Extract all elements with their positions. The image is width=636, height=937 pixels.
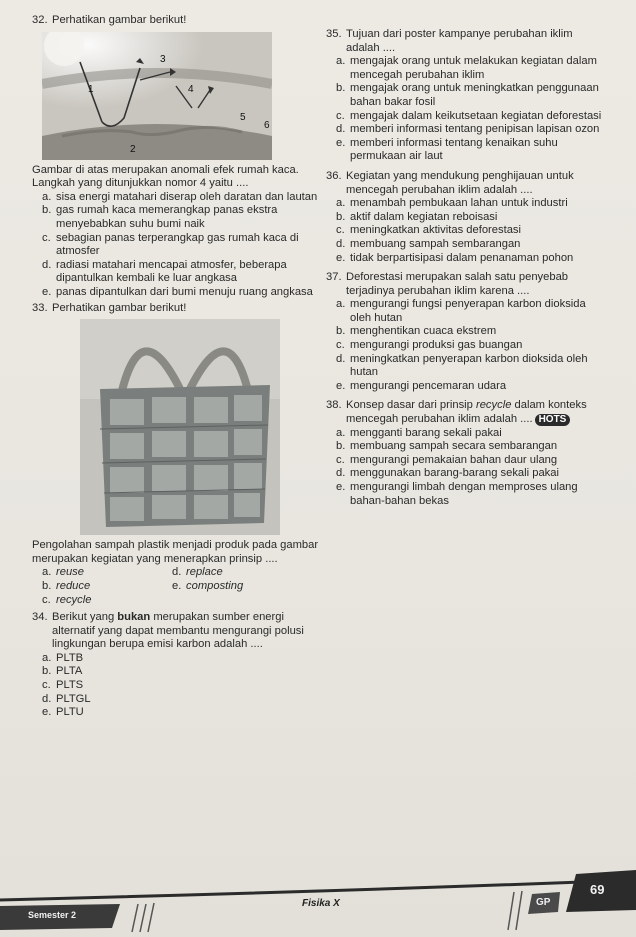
greenhouse-diagram <box>42 32 272 160</box>
option-a[interactable]: a. sisa energi matahari diserap oleh daratan dan lautan <box>42 190 318 203</box>
question-34 <box>32 611 320 720</box>
option-a[interactable]: a. mengganti barang sekali pakai <box>336 426 502 439</box>
question-36 <box>326 170 606 265</box>
left-column <box>32 14 320 720</box>
options-list <box>326 197 606 265</box>
question-37 <box>326 271 606 393</box>
question-32 <box>32 14 320 300</box>
label-5: 5 <box>240 111 246 123</box>
right-column <box>326 28 606 508</box>
bag-image <box>80 319 280 535</box>
option-e[interactable]: e. memberi informasi tentang kenaikan suhu permukaan air laut <box>336 136 558 163</box>
label-6: 6 <box>264 119 270 131</box>
label-3: 3 <box>160 53 166 65</box>
option-b[interactable]: b. mengajak orang untuk meningkatkan penggunaan bahan bakar fosil <box>336 82 599 108</box>
question-33 <box>32 302 320 608</box>
option-b[interactable]: b. membuang sampah secara sembarangan <box>336 440 558 453</box>
question-number: 33. <box>32 301 48 314</box>
greenhouse-effect-figure <box>42 32 272 160</box>
question-number: 32. <box>32 14 48 26</box>
options-list <box>326 55 606 164</box>
option-e[interactable]: e. composting <box>172 579 244 592</box>
options-list <box>326 427 606 509</box>
option-e[interactable]: e. tidak berpartisipasi dalam penanaman pohon <box>336 251 574 264</box>
emphasis-bukan: bukan <box>117 611 151 624</box>
recycled-bag-photo <box>80 319 280 535</box>
question-text: Kegiatan yang mendukung penghijauan untuk mencegah perubahan iklim adalah .... <box>346 169 574 196</box>
subject-label: Fisika X <box>302 898 340 909</box>
question-text: Tujuan dari poster kampanye perubahan iklim adalah .... <box>346 28 573 54</box>
options-list <box>42 566 320 607</box>
option-d[interactable]: d. replace <box>172 566 223 579</box>
page-number: 69 <box>590 882 605 897</box>
question-text: Konsep dasar dari prinsip recycle dalam konteks mencegah perubahan iklim adalah .... HOTS <box>346 399 587 426</box>
option-c[interactable]: c. mengurangi pemakaian bahan daur ulang <box>336 453 558 466</box>
option-e[interactable]: e. panas dipantulkan dari bumi menuju ruang angkasa <box>42 285 313 298</box>
options-list <box>32 191 320 300</box>
question-text: Deforestasi merupakan salah satu penyebab terjadinya perubahan iklim karena .... <box>346 271 569 297</box>
publisher-logo: GP <box>536 897 551 908</box>
question-text: Berikut yang bukan merupakan sumber energi alternatif yang dapat membantu mengurangi polusi lingkungan berupa emisi karbon adalah .... <box>52 611 304 651</box>
question-number: 35. <box>326 28 342 40</box>
question-caption: Pengolahan sampah plastik menjadi produk pada gambar merupakan kegiatan yang menerapkan prinsip .... <box>32 539 319 565</box>
question-text: Perhatikan gambar berikut! <box>52 14 187 26</box>
hots-badge: HOTS <box>535 414 571 426</box>
option-a[interactable]: a. mengajak orang untuk melakukan kegiatan dalam mencegah perubahan iklim <box>336 55 597 81</box>
option-c[interactable]: c. meningkatkan aktivitas deforestasi <box>336 224 522 237</box>
semester-label: Semester 2 <box>28 910 77 920</box>
question-number: 34. <box>32 611 48 624</box>
option-e[interactable]: e. PLTU <box>42 706 84 719</box>
option-d[interactable]: d. memberi informasi tentang penipisan lapisan ozon <box>336 123 600 136</box>
options-list <box>326 298 606 393</box>
option-d[interactable]: d. menggunakan barang-barang sekali pakai <box>336 467 559 480</box>
option-d[interactable]: d. PLTGL <box>42 692 91 705</box>
option-c[interactable]: c. recycle <box>42 593 92 606</box>
question-38 <box>326 399 606 508</box>
option-a[interactable]: a. mengurangi fungsi penyerapan karbon dioksida oleh hutan <box>336 298 586 324</box>
option-a[interactable]: a. menambah pembukaan lahan untuk industri <box>336 197 568 210</box>
question-number: 36. <box>326 169 342 182</box>
option-e[interactable]: e. mengurangi pencemaran udara <box>336 379 507 392</box>
option-a[interactable]: a. PLTB <box>42 651 84 664</box>
option-b[interactable]: b. reduce <box>42 579 91 592</box>
question-text: Perhatikan gambar berikut! <box>52 301 187 314</box>
label-2: 2 <box>130 143 136 155</box>
option-c[interactable]: c. sebagian panas terperangkap gas rumah kaca di atmosfer <box>42 231 299 258</box>
option-b[interactable]: b. PLTA <box>42 665 83 678</box>
question-caption: Gambar di atas merupakan anomali efek rumah kaca. Langkah yang ditunjukkan nomor 4 yaitu .... <box>32 163 299 190</box>
option-c[interactable]: c. PLTS <box>42 679 84 692</box>
option-d[interactable]: d. radiasi matahari mencapai atmosfer, beberapa dipantulkan kembali ke luar angkasa <box>42 258 287 285</box>
option-d[interactable]: d. meningkatkan penyerapan karbon dioksida oleh hutan <box>336 352 588 379</box>
page-footer <box>0 870 636 937</box>
question-number: 37. <box>326 271 342 284</box>
option-b[interactable]: b. gas rumah kaca memerangkap panas ekstra menyebabkan suhu bumi naik <box>42 204 278 230</box>
option-b[interactable]: b. menghentikan cuaca ekstrem <box>336 325 497 338</box>
option-c[interactable]: c. mengajak dalam keikutsetaan kegiatan deforestasi <box>336 109 602 122</box>
option-e[interactable]: e. mengurangi limbah dengan memproses ulang bahan-bahan bekas <box>336 481 578 507</box>
question-number: 38. <box>326 399 342 412</box>
option-c[interactable]: c. mengurangi produksi gas buangan <box>336 339 523 352</box>
options-list <box>32 652 320 720</box>
option-a[interactable]: a. reuse <box>42 566 84 579</box>
question-35 <box>326 28 606 164</box>
label-4: 4 <box>188 83 194 95</box>
option-d[interactable]: d. membuang sampah sembarangan <box>336 237 521 250</box>
option-b[interactable]: b. aktif dalam kegiatan reboisasi <box>336 210 498 223</box>
label-1: 1 <box>88 83 94 95</box>
